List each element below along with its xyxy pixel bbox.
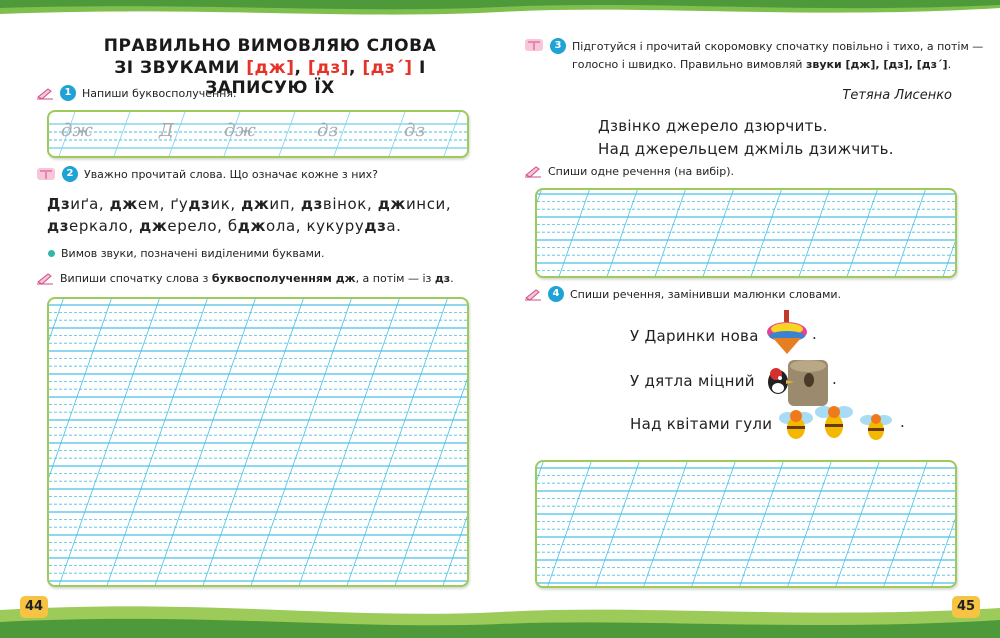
top-wave-decoration (0, 0, 1000, 30)
book-icon (524, 38, 544, 52)
page-number-left: 44 (20, 596, 48, 618)
task-3-number: 3 (550, 38, 566, 54)
task-4-number: 4 (548, 286, 564, 302)
task-4-instruction: 4 Спиши речення, замінивши малюнки словами. (524, 286, 841, 302)
task-2-instruction (36, 166, 378, 182)
sentence-1: У Даринки нова (630, 327, 759, 345)
slant-line (443, 299, 467, 585)
page-title-line-2: ЗІ ЗВУКАМИ [дж], [дз], [дз´] І ЗАПИСУЮ ЇХ (114, 58, 426, 98)
pronounce-bullet: Вимов звуки, позначені виділеними буквами. (48, 247, 325, 260)
tongue-twister-line-1: Дзвінко джерело дзюрчить. (598, 117, 828, 135)
sound-dz-soft: [дз´] (362, 58, 413, 78)
slant-line (155, 299, 255, 585)
right-ruled-lines-2 (537, 462, 955, 586)
page-number-right: 45 (952, 596, 980, 618)
cursive-sample-5: дз (404, 120, 426, 141)
task-1-number: 1 (60, 85, 76, 101)
task-3-instruction: 3 Підготуйся і прочитай скоромовку спочатку повільно і тихо, а потім — голосно і швидко. Правильно вимовляй звуки [дж], [дз], [дз´]. (524, 38, 983, 74)
task-1-text: Напиши буквосполучення. (82, 86, 237, 100)
right-writing-area-2[interactable] (535, 460, 957, 588)
page-title-line-1: ПРАВИЛЬНО ВИМОВЛЯЮ СЛОВА (103, 36, 437, 56)
task-3-text-line-1: Підготуйся і прочитай скоромовку спочатку повільно і тихо, а потім — (572, 40, 984, 53)
slant-line (347, 299, 447, 585)
cursive-sample-4: дз (317, 120, 339, 141)
poem-author: Тетяна Лисенко (842, 88, 952, 103)
writing-hand-icon (524, 287, 542, 301)
word-list-line-2: дзеркало, джерело, бджола, кукурудза. (47, 217, 402, 235)
writing-hand-icon (36, 271, 54, 285)
slant-line (107, 299, 207, 585)
cursive-sample-2: Д (159, 120, 174, 141)
cursive-copy-field[interactable] (47, 110, 469, 158)
writing-hand-icon (524, 164, 542, 178)
slant-line (59, 299, 159, 585)
task-2-text: Уважно прочитай слова. Що означає кожне з них? (84, 167, 378, 181)
book-icon (36, 167, 56, 181)
slant-line (740, 462, 783, 586)
slant-line (644, 462, 687, 586)
slant-line (203, 299, 303, 585)
slant-line (299, 299, 399, 585)
right-writing-area-1[interactable] (535, 188, 957, 278)
slant-line (49, 299, 111, 585)
copy-sentence-instruction: Спиши одне речення (на вибір). (524, 164, 734, 178)
sentence-3-dot: . (900, 413, 905, 431)
bullet-dot-icon (48, 250, 55, 257)
cursive-sample-1: дж (61, 120, 93, 141)
task-1-instruction (36, 85, 237, 101)
sentence-2: У дятла міцний (630, 372, 755, 390)
bottom-wave-decoration (0, 590, 1000, 638)
left-writing-area[interactable] (47, 297, 469, 587)
sound-dz: [дз] (307, 58, 350, 78)
bees-icon (776, 402, 896, 446)
sentence-3: Над квітами гули (630, 415, 773, 433)
slant-line (395, 299, 467, 585)
sound-dzh: [дж] (246, 58, 295, 78)
right-ruled-lines-1 (537, 190, 955, 276)
slant-line (251, 299, 351, 585)
write-out-instruction: Випиши спочатку слова з буквосполученням дж, а потім — із дз. (36, 271, 454, 285)
word-list-line-1: Дзиґа, джем, ґудзик, джип, дзвінок, джинси, (47, 195, 452, 213)
slant-line (884, 462, 927, 586)
woodpecker-beak-icon (762, 356, 830, 408)
spinning-top-icon (765, 310, 809, 356)
sentence-2-dot: . (832, 370, 837, 388)
tongue-twister-line-2: Над джерельцем джміль дзижчить. (598, 140, 894, 158)
sentence-1-dot: . (812, 325, 817, 343)
cursive-sample-3: дж (224, 120, 256, 141)
writing-hand-icon (36, 86, 54, 100)
left-ruled-lines (49, 299, 467, 585)
task-2-number: 2 (62, 166, 78, 182)
